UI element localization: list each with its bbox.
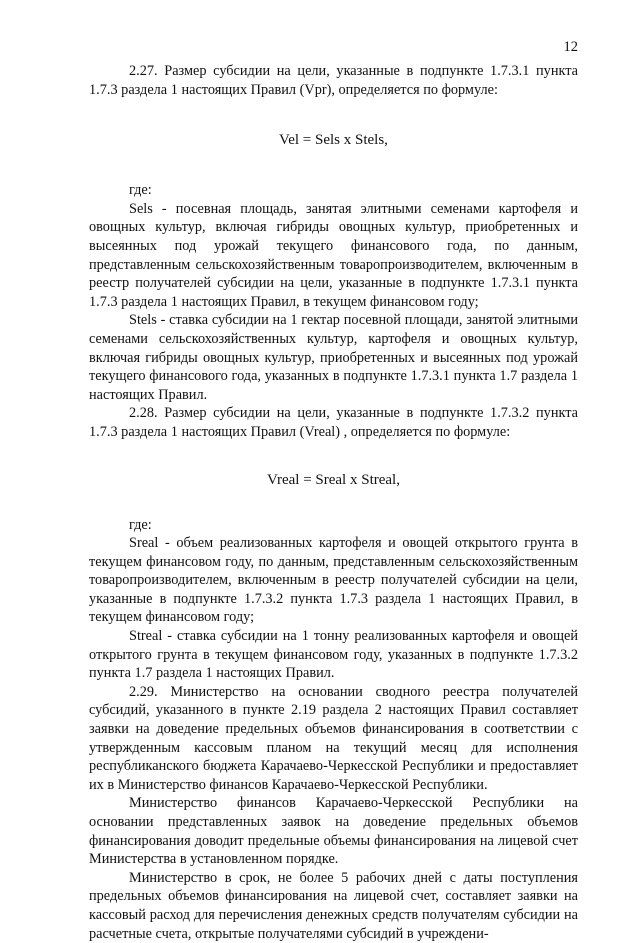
paragraph-ministry-deadline: Министерство в срок, не более 5 рабочих дней с даты поступления предельных объемов финансирования на лицевой счет, составляет заявки на кассовый расход для перечисления денежных средств получателям субсидии на расчетные счета, открытые получателями субсидий в учреждени- [89,869,578,942]
formula-vel: Vel = Sels x Stels, [279,132,388,149]
where-label: где: [129,516,152,533]
paragraph-minfin: Министерство финансов Карачаево-Черкесской Республики на основании представленных заявок на доведение предельных объемов финансирования доводит предельные объемы финансирования на лицевой счет Министерства в установленном порядке. [89,795,578,868]
document-body [89,62,578,943]
where-label: где: [129,182,152,199]
page-number: 12 [563,39,578,55]
definition-stels: Stels - ставка субсидии на 1 гектар посевной площади, занятой элитными семенами сельскохозяйственных культур, картофеля и овощных культур, включая гибриды овощных культур, приобретенных и высеянных под урожай текущего финансового года, указанных в подпункте 1.7.3.1 пункта 1.7 раздела 1 настоящих Правил. [89,312,578,403]
definition-sels: Sels - посевная площадь, занятая элитными семенами картофеля и овощных культур, включая гибриды овощных культур, приобретенных и высеянных под урожай текущего финансового года, по данным, представленным сельскохозяйственным товаропроизводителем, включенным в реестр получателей субсидии на цели, указанные в подпункте 1.7.3.1 пункта 1.7.3 раздела 1 настоящих Правил, в текущем финансовом году; [89,200,578,310]
paragraph-2-27: 2.27. Размер субсидии на цели, указанные в подпункте 1.7.3.1 пункта 1.7.3 раздела 1 настоящих Правил (Vpr), определяется по формуле: [89,63,578,98]
formula-vreal: Vreal = Sreal x Streal, [267,471,400,488]
definition-streal: Streal - ставка субсидии на 1 тонну реализованных картофеля и овощей открытого грунта в текущем финансовом году, указанных в подпункте 1.7.3.2 пункта 1.7 раздела 1 настоящих Правил. [89,628,578,682]
definition-sreal: Sreal - объем реализованных картофеля и овощей открытого грунта в текущем финансовом году, по данным, представленным сельскохозяйственным товаропроизводителем, включенным в реестр получателей субсидии на цели, указанные в подпункте 1.7.3.2 пункта 1.7.3 раздела 1 настоящих Правил, в текущем финансовом году; [89,535,578,626]
paragraph-2-29: 2.29. Министерство на основании сводного реестра получателей субсидий, указанного в пункте 2.19 раздела 2 настоящих Правил составляет заявки на доведение предельных объемов финансирования в соответствии с утвержденным кассовым планом на текущий месяц для исполнения республиканского бюджета Карачаево-Черкесской Республики и предоставляет их в Министерство финансов Карачаево-Черкесской Республики. [89,683,578,793]
paragraph-2-28: 2.28. Размер субсидии на цели, указанные в подпункте 1.7.3.2 пункта 1.7.3 раздела 1 настоящих Правил (Vreal) , определяется по формуле: [89,405,578,440]
